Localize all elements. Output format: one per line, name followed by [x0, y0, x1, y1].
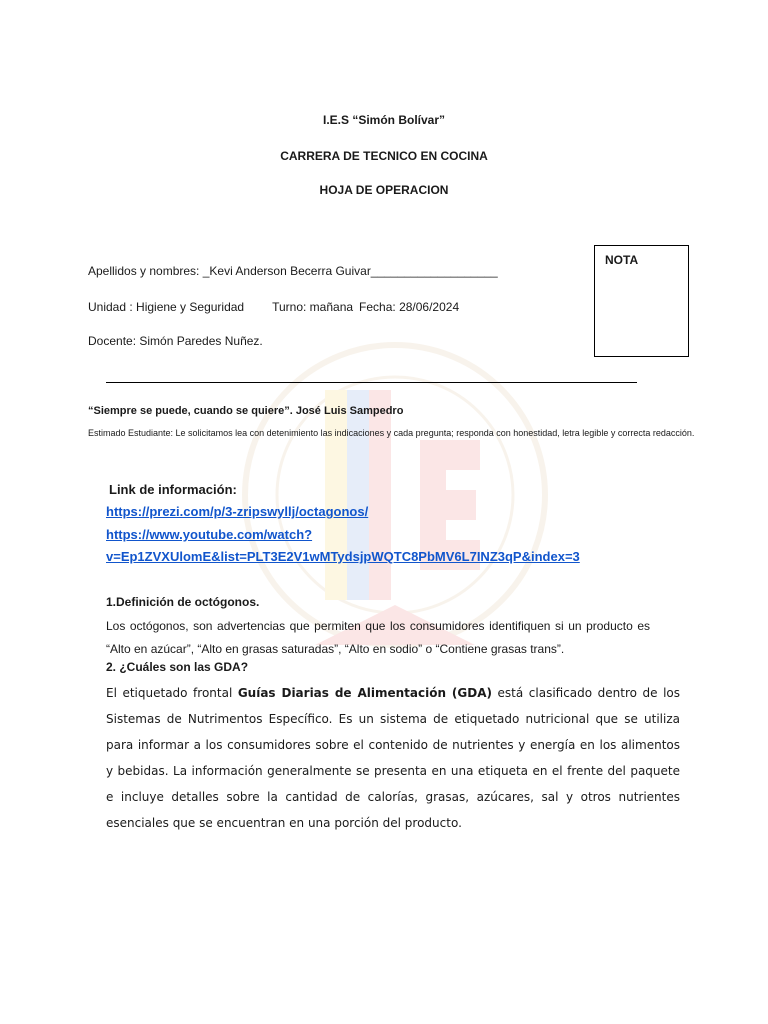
- section2-heading: 2. ¿Cuáles son las GDA?: [106, 660, 249, 674]
- school-emblem-watermark: [230, 330, 560, 660]
- grade-box: [594, 245, 689, 357]
- unit-line: [88, 300, 459, 314]
- section1-body: Los octógonos, son advertencias que permiten que los consumidores identifiquen si un producto es “Alto en azúcar”, “Alto en grasas saturadas”, “Alto en sodio” o “Contiene grasas trans”.: [106, 619, 650, 656]
- section2-body: [106, 680, 680, 836]
- section2-body-start: El etiquetado frontal: [106, 686, 238, 700]
- instructions-text: Estimado Estudiante: Le solicitamos lea con detenimiento las indicaciones y cada pregunta; responda con honestidad, letra legible y correcta redacción.: [88, 428, 695, 438]
- teacher-line: Docente: Simón Paredes Nuñez.: [88, 334, 263, 348]
- youtube-link-continued[interactable]: v=Ep1ZVXUlomE&list=PLT3E2V1wMTydsjpWQTC8PbMV6L7INZ3qP&index=3: [106, 549, 580, 564]
- grade-label: NOTA: [605, 253, 639, 267]
- sheet-title: HOJA DE OPERACION: [319, 183, 449, 197]
- prezi-link[interactable]: https://prezi.com/p/3-zripswyllj/octagonos/: [106, 504, 369, 519]
- unit-field: Unidad : Higiene y Seguridad: [88, 300, 245, 314]
- institution-title: I.E.S “Simón Bolívar”: [322, 113, 446, 127]
- shift-field: Turno: mañana: [272, 300, 354, 314]
- career-title: CARRERA DE TECNICO EN COCINA: [280, 149, 488, 163]
- section2-body-bold: Guías Diarias de Alimentación (GDA): [237, 686, 492, 700]
- student-name-line: Apellidos y nombres: _Kevi Anderson Becerra Guivar___________________: [88, 264, 498, 278]
- date-field: Fecha: 28/06/2024: [359, 300, 460, 314]
- divider-line: [106, 382, 637, 383]
- youtube-link[interactable]: https://www.youtube.com/watch?: [106, 527, 313, 542]
- quote-text: “Siempre se puede, cuando se quiere”. José Luis Sampedro: [88, 405, 404, 417]
- section1-heading: 1.Definición de octógonos.: [106, 595, 260, 609]
- section2-body-rest: está clasificado dentro de los Sistemas de Nutrimentos Específico. Es un sistema de etiquetado nutricional que se utiliza para informar a los consumidores sobre el contenido de nutrientes y energía en los alimentos y bebidas. La información generalmente se presenta en una etiqueta en el frente del paquete e incluye detalles sobre la cantidad de calorías, grasas, azúcares, sal y otros nutrientes esenciales que se encuentran en una porción del producto.: [106, 686, 681, 830]
- links-heading: Link de información:: [109, 482, 237, 497]
